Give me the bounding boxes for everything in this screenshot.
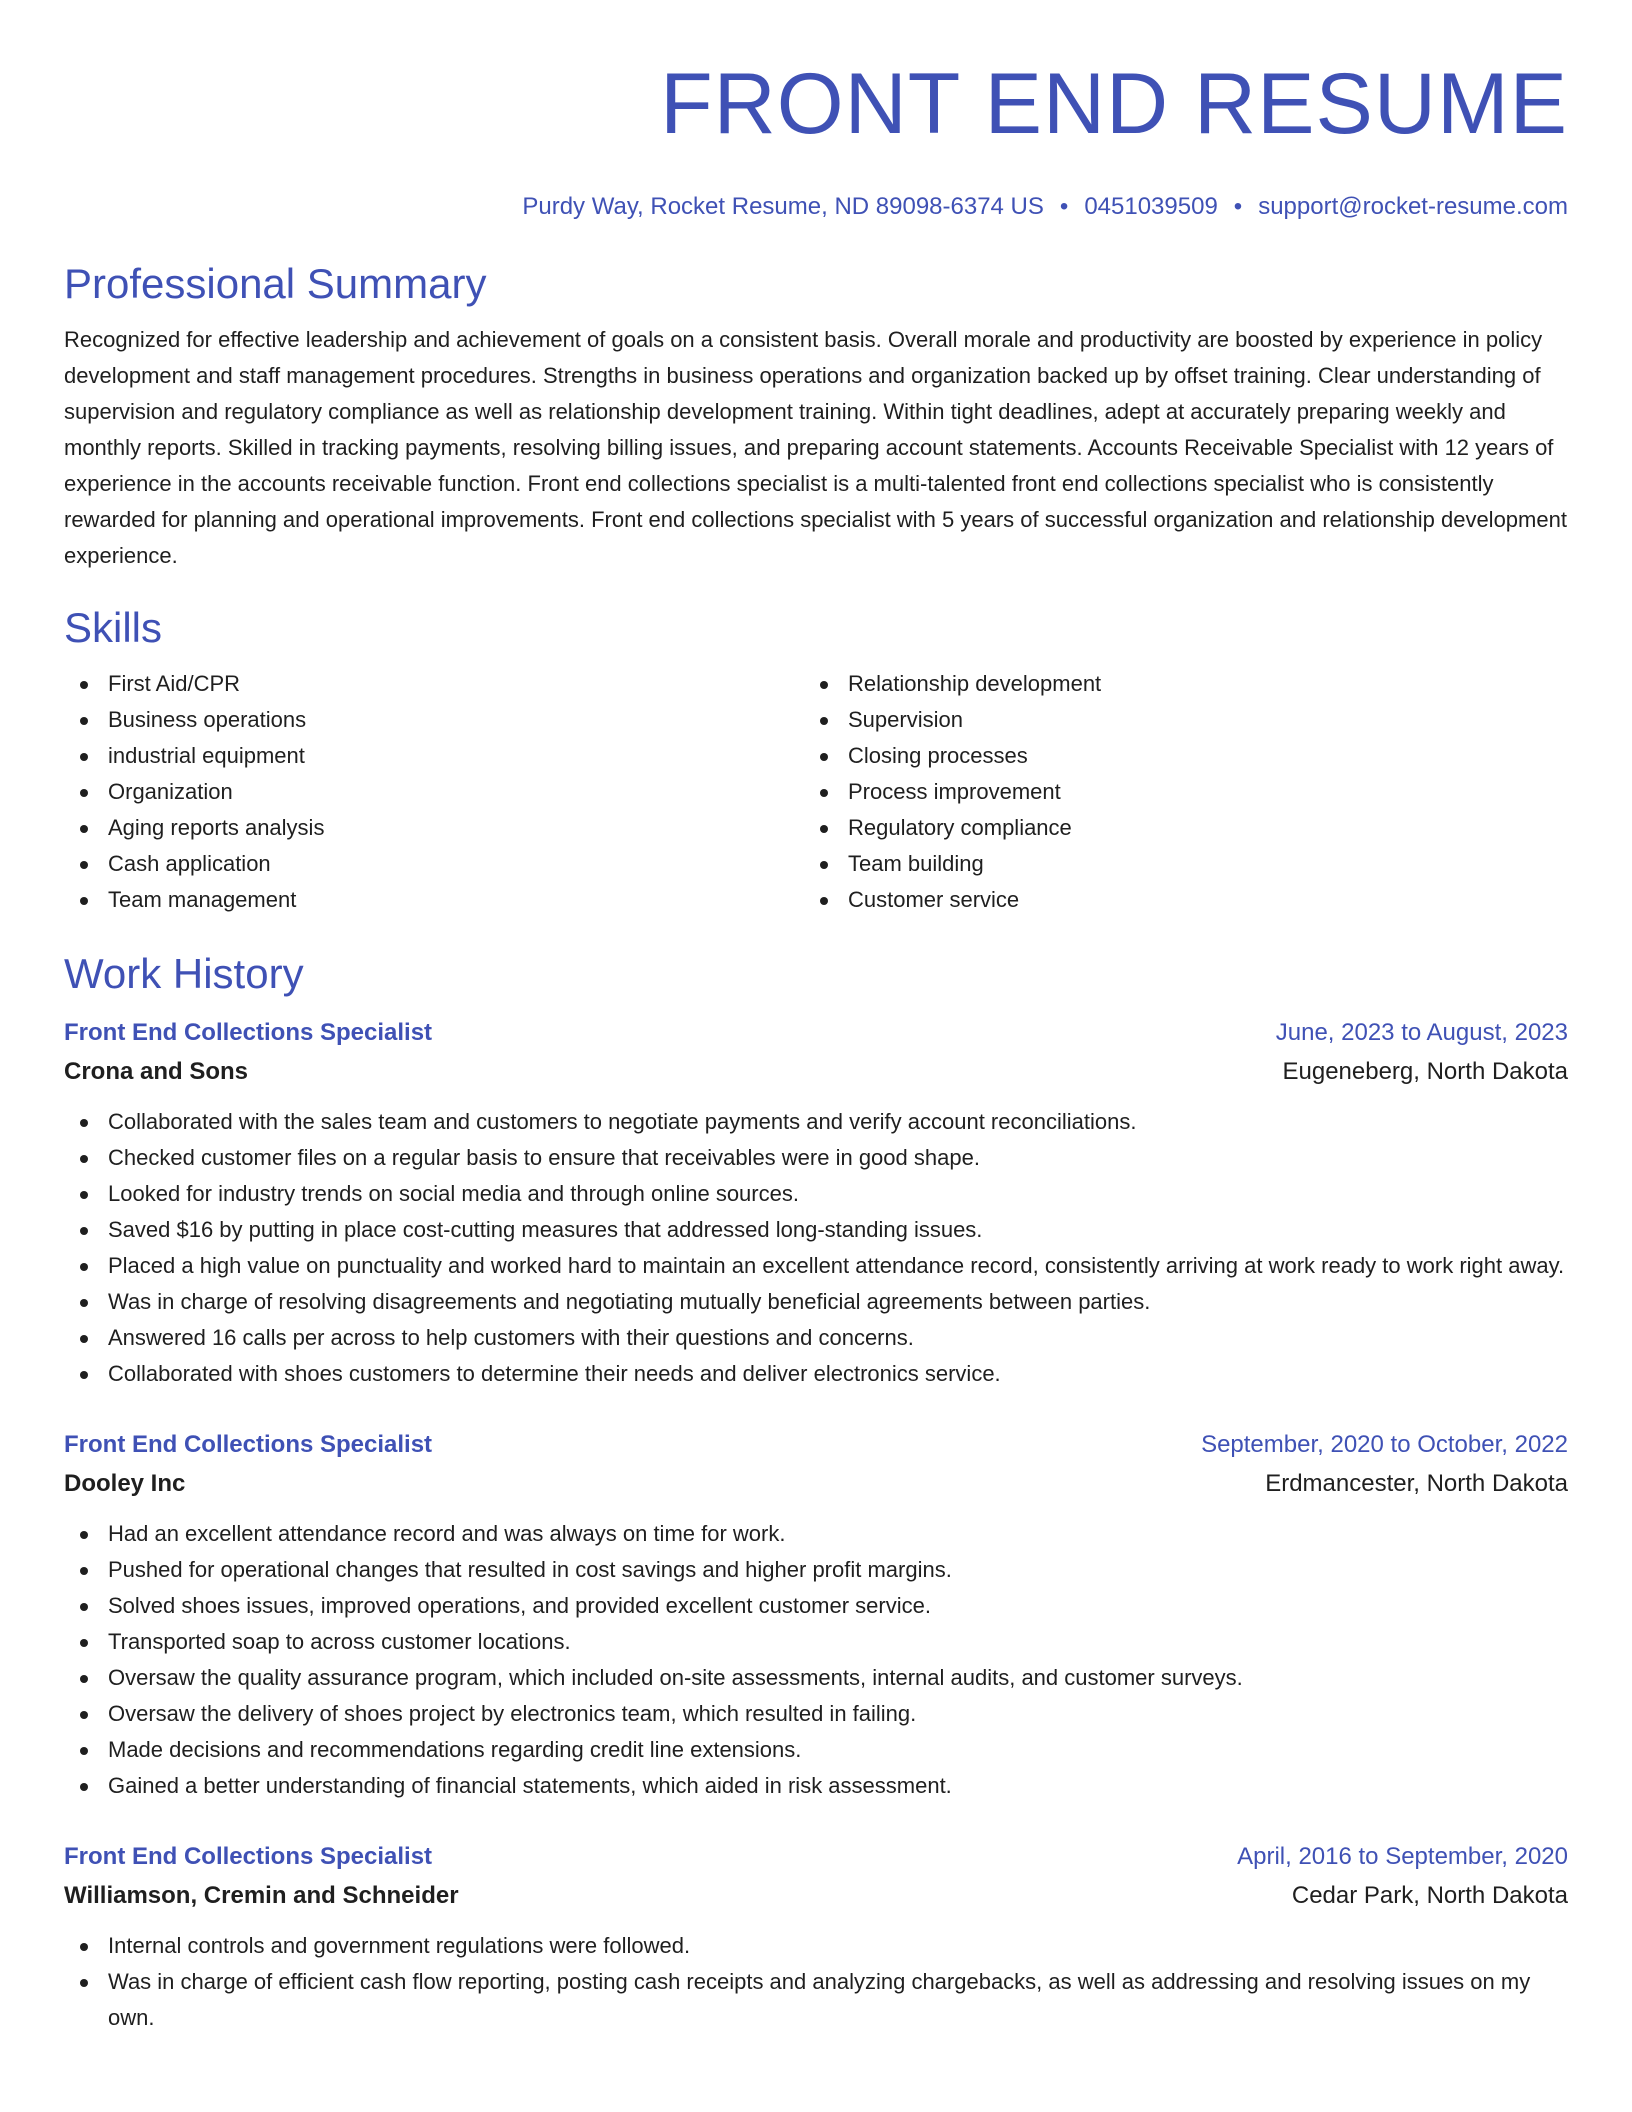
job-duty: Internal controls and government regulations were followed. [64,1928,1568,1964]
job-title-row [64,1014,1568,1052]
contact-separator: • [1233,193,1243,220]
contact-separator: • [1059,193,1069,220]
skill-item: Aging reports analysis [64,810,804,846]
job-company: Dooley Inc [64,1470,186,1497]
skill-item: Regulatory compliance [804,810,1544,846]
job-duties [64,1104,1568,1392]
job-duty: Gained a better understanding of financial statements, which aided in risk assessment. [64,1768,1568,1804]
skill-item: Team building [804,846,1544,882]
skill-item: Organization [64,774,804,810]
skills-column-left [64,666,804,918]
skills-column-right [804,666,1544,918]
job-title: Front End Collections Specialist [64,1843,433,1870]
job-duty: Oversaw the delivery of shoes project by electronics team, which resulted in failing. [64,1696,1568,1732]
skill-item: Cash application [64,846,804,882]
job-dates: June, 2023 to August, 2023 [1275,1019,1568,1046]
resume-header [64,58,1568,222]
job-duty: Saved $16 by putting in place cost-cutting measures that addressed long-standing issues. [64,1212,1568,1248]
contact-phone: 0451039509 [1084,193,1218,220]
job-duties [64,1516,1568,1804]
job-dates: April, 2016 to September, 2020 [1237,1843,1568,1870]
skill-item: Closing processes [804,738,1544,774]
job-duty: Looked for industry trends on social media and through online sources. [64,1176,1568,1212]
job-duty: Transported soap to across customer locations. [64,1624,1568,1660]
job-duty: Oversaw the quality assurance program, which included on-site assessments, internal audits, and customer surveys. [64,1660,1568,1696]
job-duty: Was in charge of resolving disagreements and negotiating mutually beneficial agreements between parties. [64,1284,1568,1320]
skill-item: Team management [64,882,804,918]
skill-item: industrial equipment [64,738,804,774]
job-duty: Pushed for operational changes that resulted in cost savings and higher profit margins. [64,1552,1568,1588]
job-duty: Was in charge of efficient cash flow reporting, posting cash receipts and analyzing chargebacks, as well as addressing and resolving issues on my own. [64,1964,1568,2036]
job-title-row [64,1426,1568,1464]
job-duty: Solved shoes issues, improved operations, and provided excellent customer service. [64,1588,1568,1624]
job-title-row [64,1838,1568,1876]
job-duty: Collaborated with shoes customers to determine their needs and deliver electronics service. [64,1356,1568,1392]
job-duty: Placed a high value on punctuality and worked hard to maintain an excellent attendance record, consistently arriving at work ready to work right away. [64,1248,1568,1284]
job-entry [64,1426,1568,1804]
contact-address: Purdy Way, Rocket Resume, ND 89098-6374 US [522,193,1044,220]
resume-name: FRONT END RESUME [660,56,1568,152]
job-title: Front End Collections Specialist [64,1019,433,1046]
job-company: Williamson, Cremin and Schneider [64,1882,459,1909]
contact-line [64,192,1568,222]
job-company-row [64,1876,1568,1916]
skill-item: Business operations [64,702,804,738]
job-company-row [64,1052,1568,1092]
job-location: Erdmancester, North Dakota [1265,1470,1568,1497]
job-entry [64,1014,1568,1392]
summary-text: Recognized for effective leadership and achievement of goals on a consistent basis. Overall morale and productivity are boosted by experience in policy development and staff management procedures. Strengths in business operations and organization backed up by offset training. Clear understanding of supervision and regulatory compliance as well as relationship development training. Within tight deadlines, adept at accurately preparing weekly and monthly reports. Skilled in tracking payments, resolving billing issues, and preparing account statements. Accounts Receivable Specialist with 12 years of experience in the accounts receivable function. Front end collections specialist is a multi-talented front end collections specialist who is consistently rewarded for planning and operational improvements. Front end collections specialist with 5 years of successful organization and relationship development experience. [64,327,1567,568]
job-duty: Collaborated with the sales team and customers to negotiate payments and verify account reconciliations. [64,1104,1568,1140]
skill-item: Customer service [804,882,1544,918]
skills-heading: Skills [64,604,163,651]
job-title: Front End Collections Specialist [64,1431,433,1458]
job-location: Cedar Park, North Dakota [1291,1882,1568,1909]
job-dates: September, 2020 to October, 2022 [1201,1431,1568,1458]
skill-item: Supervision [804,702,1544,738]
job-location: Eugeneberg, North Dakota [1282,1058,1568,1085]
job-duty: Had an excellent attendance record and was always on time for work. [64,1516,1568,1552]
summary-heading: Professional Summary [64,260,487,307]
job-duty: Made decisions and recommendations regarding credit line extensions. [64,1732,1568,1768]
contact-email[interactable]: support@rocket-resume.com [1258,193,1568,220]
skills-list [64,666,1568,918]
skill-item: Process improvement [804,774,1544,810]
job-company: Crona and Sons [64,1058,249,1085]
job-entry [64,1838,1568,2036]
skill-item: Relationship development [804,666,1544,702]
job-company-row [64,1464,1568,1504]
job-duties [64,1928,1568,2036]
work-history-heading: Work History [64,950,304,997]
skill-item: First Aid/CPR [64,666,804,702]
job-duty: Checked customer files on a regular basis to ensure that receivables were in good shape. [64,1140,1568,1176]
job-duty: Answered 16 calls per across to help customers with their questions and concerns. [64,1320,1568,1356]
